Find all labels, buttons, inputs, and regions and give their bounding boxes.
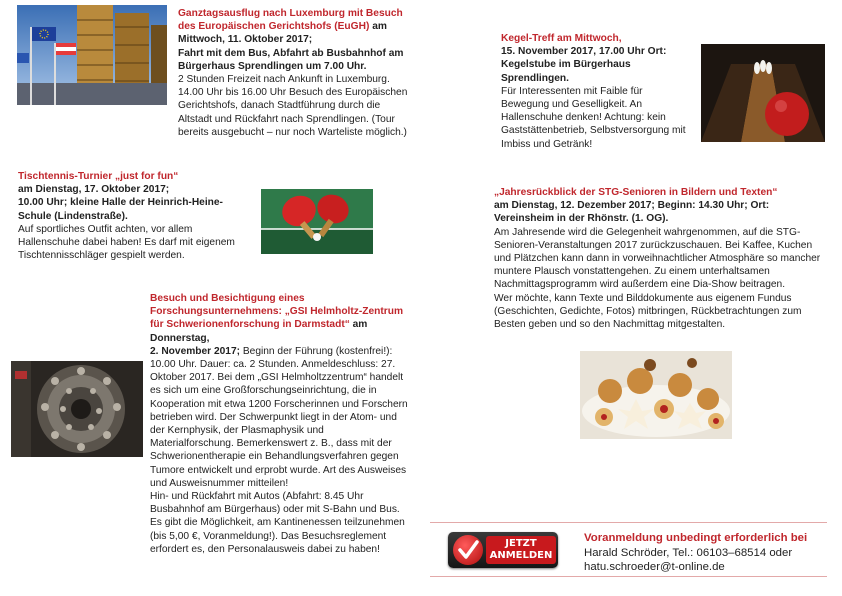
footer-divider-top — [430, 522, 827, 523]
event-luxemburg-departure: Fahrt mit dem Bus, Abfahrt ab Busbahnhof am Bürgerhaus Sprendlingen um 7.00 Uhr. — [178, 47, 404, 72]
register-badge-line1: JETZT — [505, 538, 537, 549]
event-luxemburg-title: Ganztagsausflug nach Luxemburg mit Besuch des Europäischen Gerichtshofs (EuGH) — [178, 8, 403, 33]
event-jahresrueckblick-details: am Dienstag, 12. Dezember 2017; Beginn: 14.30 Uhr; Ort: Vereinsheim in der Rhönstr. (1. OG). — [494, 200, 770, 225]
event-kegel-text: Für Interessenten mit Faible für Bewegung und Geselligkeit. An Hallenschuhe denken! Achtung: kein Gaststättenbetrieb, Selbstversorgung mit Imbiss und Getränk! — [501, 85, 686, 150]
register-heading: Voranmeldung unbedingt erforderlich bei — [584, 532, 808, 544]
event-jahresrueckblick-text2: Wer möchte, kann Texte und Bilddokumente aus eigenem Fundus (Geschichten, Gedichte, Fotos) mitbringen, Rückbetrachtungen zum Besten geben und so den Nachmittag mitgestalten. — [494, 292, 802, 331]
footer-divider-bottom — [430, 576, 827, 577]
event-luxemburg-text: 2 Stunden Freizeit nach Ankunft in Luxemburg. 14.00 Uhr bis 16.00 Uhr Besuch des Europäischen Gerichtshofs, danach Stadtführung durch die Altstadt und Rückfahrt nach Sprendlingen. (Tour bereits ausgebucht – nur noch Warteliste möglich.) — [178, 74, 408, 138]
event-kegel — [501, 32, 686, 151]
register-info — [584, 531, 828, 575]
event-tischtennis-location: 10.00 Uhr; kleine Halle der Heinrich-Heine-Schule (Lindenstraße). — [18, 197, 223, 222]
register-badge[interactable] — [448, 532, 558, 568]
event-gsi — [150, 292, 408, 556]
event-gsi-title: Besuch und Besichtigung eines Forschungsunternehmens: „GSI Helmholtz-Zentrum für Schwerionenforschung in Darmstadt“ — [150, 293, 404, 331]
event-gsi-date: 2. November 2017; — [150, 345, 241, 357]
eugh-building-photo — [17, 5, 167, 105]
register-badge-line2: ANMELDEN — [489, 550, 553, 561]
register-contact: Harald Schröder, Tel.: 06103–68514 oder — [584, 546, 793, 559]
event-jahresrueckblick-title: „Jahresrückblick der STG-Senioren in Bildern und Texten“ — [494, 187, 778, 198]
checkmark-icon — [453, 535, 483, 565]
event-gsi-travel-text: Hin- und Rückfahrt mit Autos (Abfahrt: 8.45 Uhr Busbahnhof am Bürgerhaus) oder mit S-Bahn und Bus. Es gibt die Möglichkeit, am Kantinenessen teilzunehmen (bis 5,00 €, Voranmeldung!). Das Besuchsreglement erfordert es, den Personalausweis dabei zu haben! — [150, 491, 405, 555]
event-luxemburg-date: am Mittwoch, 11. Oktober 2017; — [178, 21, 387, 46]
event-kegel-title: Kegel-Treff am Mittwoch, — [501, 33, 622, 44]
event-kegel-details: 15. November 2017, 17.00 Uhr Ort: Kegelstube im Bürgerhaus Sprendlingen. — [501, 46, 667, 84]
event-gsi-text: Beginn der Führung (kostenfrei!): 10.00 Uhr. Dauer: ca. 2 Stunden. Anmeldeschluss: 27. Oktober 2017. Bei dem „GSI Helmholtzzentrum“ handelt es sich um eine Großforschungseinrichtung, die in Kooperation mit etwa 1200 Forscherinnen und Forschern betrieben wird. Der Schwerpunkt liegt in der Atom- und der Kernphysik, der Plasmaphysik und Materialforschung. Bemerkenswert z. B., dass mit der Schwerionentherapie ein Behandlungsverfahren gegen Tumore entwickelt und erprobt wurde. Art des Ausweises und Ausweisnummer mitteilen! — [150, 345, 408, 489]
event-tischtennis-title: Tischtennis-Turnier „just for fun“ — [18, 171, 179, 182]
event-tischtennis — [18, 170, 250, 262]
gsi-accelerator-photo — [11, 361, 143, 457]
event-gsi-date-inline: am Donnerstag, — [150, 319, 368, 344]
bowling-photo — [701, 44, 825, 142]
event-jahresrueckblick — [494, 186, 824, 331]
register-email[interactable]: hatu.schroeder@t-online.de — [584, 561, 725, 573]
event-tischtennis-text: Auf sportliches Outfit achten, vor allem Hallenschuhe dabei haben! Es darf mit eigenem Tischtennisschläger gespielt werden. — [18, 223, 235, 262]
event-luxemburg — [178, 7, 408, 139]
cookies-photo — [580, 351, 732, 439]
event-tischtennis-date: am Dienstag, 17. Oktober 2017; — [18, 184, 170, 196]
table-tennis-photo — [261, 189, 373, 254]
event-jahresrueckblick-text: Am Jahresende wird die Gelegenheit wahrgenommen, auf die STG-Senioren-Veranstaltungen 2017 zurückzuschauen. Bei Kaffee, Kuchen und Plätzchen kann dann in vorweihnachtlicher Atmosphäre so mancher muntere Plausch vonstattengehen. Zu einem unterhaltsamen Nachmittagsprogramm wird außerdem eine Dia-Show beitragen. — [494, 226, 821, 291]
